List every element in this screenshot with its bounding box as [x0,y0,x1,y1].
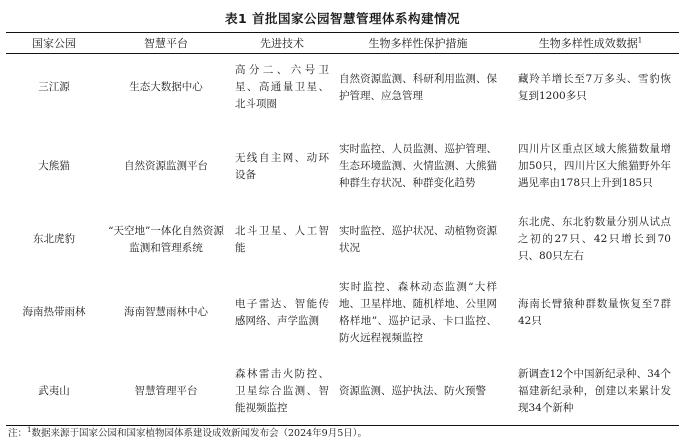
cell-results: 四川片区重点区域大熊猫数量增加50只，四川片区大熊猫野外年遇见率由178只上升到185只 [518,143,671,189]
table-row [6,268,679,358]
cell-results: 东北虎、东北豹数量分别从试点之初的27只、42只增长到70只、80只左右 [518,216,671,262]
table-row [6,54,679,122]
table-header-row [6,33,679,54]
cell-platform: 海南智慧雨林中心 [124,306,208,318]
header-measures: 生物多样性保护措施 [334,33,502,54]
cell-measures: 资源监测、巡护执法、防火预警 [334,358,502,426]
cell-tech: 无线自主网、动环设备 [235,151,329,181]
header-results: 生物多样性成效数据$^1$ [502,33,679,54]
cell-park: 东北虎豹 [33,233,75,245]
cell-measures: 自然资源监测、科研利用监测、保护管理、应急管理 [339,72,497,102]
table-row [6,212,679,268]
national-park-table [6,32,679,426]
cell-measures: 实时监控、森林动态监测“大样地、卫星样地、随机样地、公里网格样地”、巡护记录、卡口监控、防火远程视频监控 [339,280,497,344]
cell-tech: 高分二、六号卫星、高通量卫星、北斗项圈 [235,64,329,111]
cell-platform: 生态大数据中心 [129,81,203,94]
cell-tech: 森林雷击火防控、卫星综合监测、智能视频监控 [230,358,334,426]
cell-platform: 智慧管理平台 [102,358,230,426]
footnote: 注：$^1$数据来源于国家公园和国家植物园体系建设成效新闻发布会（2024年9月5日）。 [8,425,368,439]
cell-results: 藏羚羊增长至7万多头、雪豹恢复到1200多只 [518,72,671,102]
header-tech: 先进技术 [230,33,334,54]
table-row [6,122,679,212]
cell-platform: “天空地”一体化自然资源监测和管理系统 [108,224,224,254]
header-park: 国家公园 [6,33,102,54]
table-title: 表1 首批国家公园智慧管理体系构建情况 [224,11,461,26]
cell-results: 海南长臂猿种群数量恢复至7群42只 [518,297,671,327]
cell-tech: 北斗卫星、人工智能 [235,224,329,254]
cell-measures: 实时监控、人员监测、巡护管理、生态环境监测、火情监测、大熊猫种群生存状况、种群变化趋势 [339,143,497,189]
cell-park: 武夷山 [6,358,102,426]
cell-results: 新调查12个中国新纪录种、34个福建新纪录种，创建以来累计发现34个新种 [502,358,679,426]
cell-park: 海南热带雨林 [22,306,86,318]
cell-park: 三江源 [38,81,70,94]
header-platform: 智慧平台 [102,33,230,54]
cell-tech: 电子雷达、智能传感网络、声学监测 [235,297,329,327]
cell-measures: 实时监控、巡护状况、动植物资源状况 [339,224,497,254]
cell-park: 大熊猫 [38,160,70,172]
table-row [6,358,679,426]
cell-platform: 自然资源监测平台 [124,160,208,172]
